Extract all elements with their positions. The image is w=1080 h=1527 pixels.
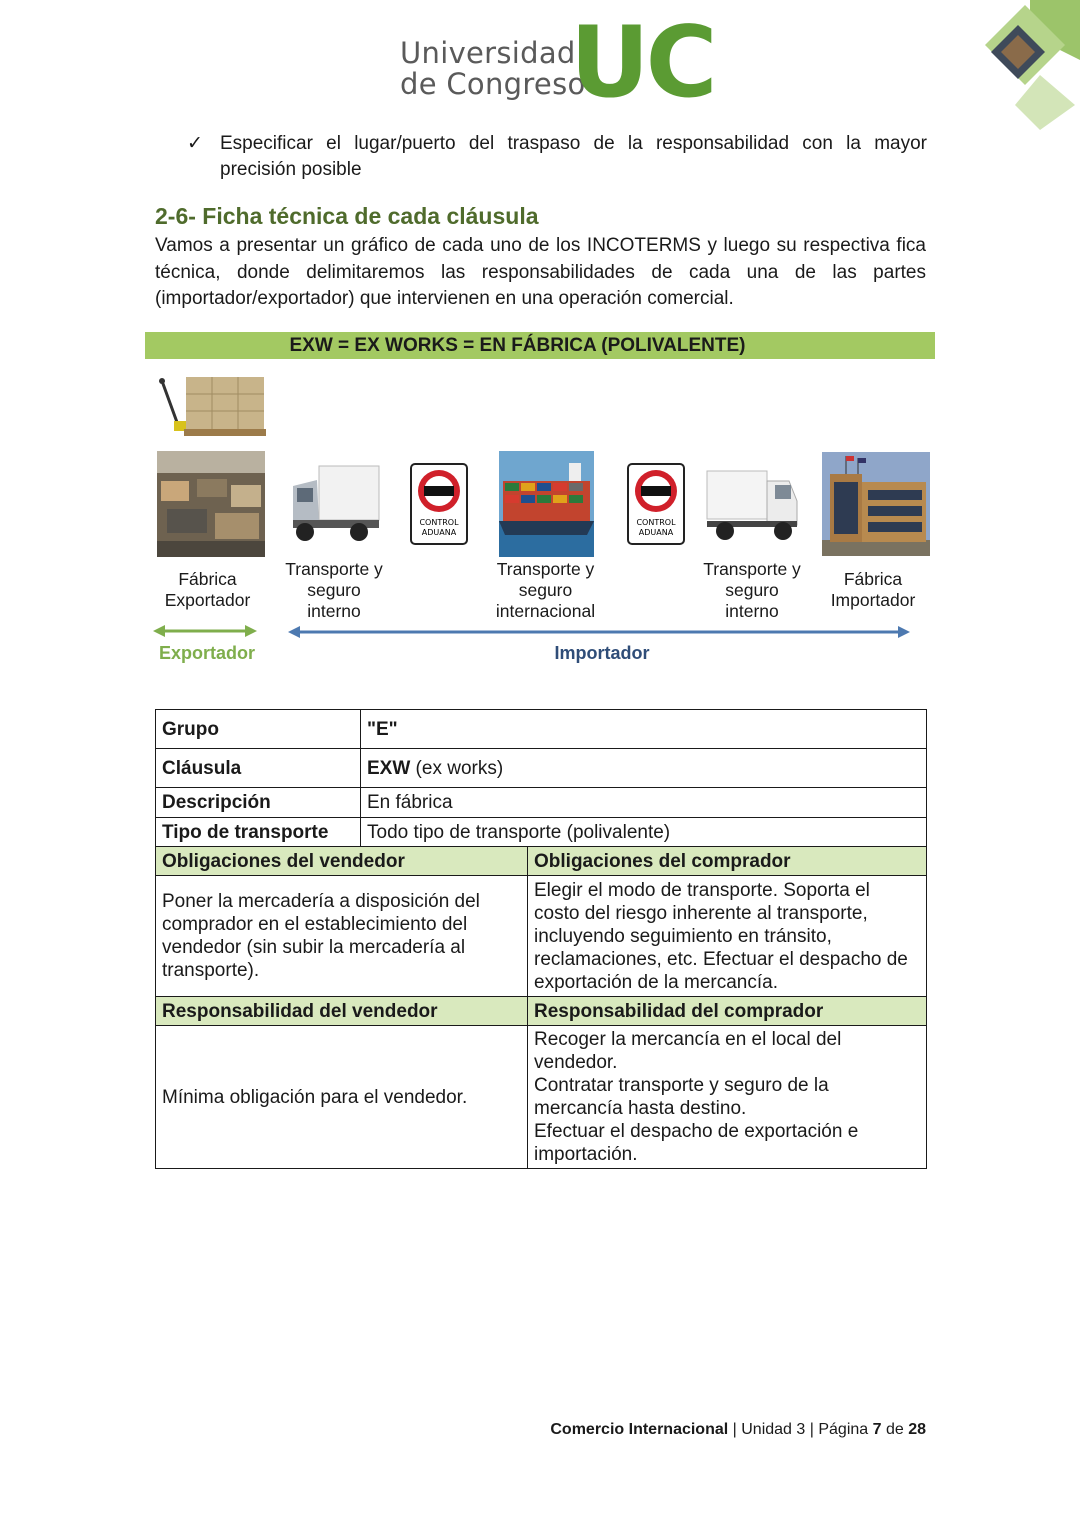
sign-text-line1: CONTROL [636, 518, 676, 527]
section-title: 2-6- Ficha técnica de cada cláusula [155, 203, 539, 229]
section-paragraph: Vamos a presentar un gráfico de cada uno de los INCOTERMS y luego su respectiva fica técnica, donde delimitaremos las responsabilidades de cada una de las partes (importador/exportador) que intervienen en una operación comercial. [155, 235, 926, 309]
responsabilidad-comprador-item: Recoger la mercancía en el local del vendedor. [534, 1029, 842, 1073]
clausula-label: Cláusula [156, 749, 361, 788]
footer-of: de [881, 1421, 909, 1438]
exw-banner [145, 332, 935, 359]
bullet-item [187, 131, 927, 183]
responsabilidad-comprador-header: Responsabilidad del comprador [528, 997, 927, 1026]
exportador-arrow [153, 625, 257, 637]
obligaciones-vendedor-header: Obligaciones del vendedor [156, 847, 528, 876]
obligaciones-vendedor-text: Poner la mercadería a disposición del comprador en el establecimiento del vendedor (sin subir la mercadería al transporte). [156, 876, 528, 997]
label-transporte-interno-1: Transporte y seguro interno [285, 559, 383, 621]
importador-label: Importador [554, 643, 650, 663]
obligaciones-comprador-text: Elegir el modo de transporte. Soporta el costo del riesgo inherente al transporte, incluyendo seguimiento en tránsito, reclamaciones, etc. Efectuar el despacho de exportación de la mercancía. [528, 876, 927, 997]
table-row [156, 818, 927, 847]
logo-line-1: Universidad [400, 36, 576, 70]
responsabilidad-comprador-text [528, 1026, 927, 1169]
clausula-code: EXW [367, 757, 411, 779]
footer-page: 7 [872, 1421, 882, 1438]
corner-decoration-icon [970, 0, 1080, 130]
truck-icon [289, 462, 381, 544]
table-row [156, 749, 927, 788]
ficha-tecnica-table [155, 709, 927, 1169]
customs-control-sign-icon [627, 463, 685, 545]
table-row [156, 847, 927, 876]
responsibility-arrows [150, 622, 915, 642]
responsabilidad-vendedor-text: Mínima obligación para el vendedor. [156, 1026, 528, 1169]
footer-course: Comercio Internacional [550, 1421, 729, 1438]
factory-importer-image [822, 452, 930, 556]
label-transporte-interno-2: Transporte y seguro interno [703, 559, 801, 621]
university-logo-text [400, 38, 586, 100]
grupo-value: "E" [361, 710, 927, 749]
footer-total: 28 [908, 1421, 926, 1438]
factory-exporter-image [157, 451, 265, 557]
descripcion-label: Descripción [156, 788, 361, 818]
sign-text-line2: ADUANA [421, 528, 457, 537]
uc-logo-mark: UC [570, 6, 714, 120]
descripcion-value: En fábrica [361, 788, 927, 818]
label-fabrica-exportador: Fábrica Exportador [164, 569, 251, 610]
table-row [156, 788, 927, 818]
bullet-text: Especificar el lugar/puerto del traspaso de la responsabilidad con la mayor precisión posible [220, 133, 927, 180]
table-row [156, 997, 927, 1026]
responsabilidad-vendedor-header: Responsabilidad del vendedor [156, 997, 528, 1026]
exw-banner-text: EXW = EX WORKS = EN FÁBRICA (POLIVALENTE) [289, 335, 746, 356]
tipo-transporte-label: Tipo de transporte [156, 818, 361, 847]
customs-control-sign-icon [410, 463, 468, 545]
sign-text-line2: ADUANA [638, 528, 674, 537]
label-fabrica-importador: Fábrica Importador [830, 569, 916, 610]
sign-text-line1: CONTROL [419, 518, 459, 527]
importador-arrow [288, 626, 910, 638]
tipo-transporte-value: Todo tipo de transporte (polivalente) [361, 818, 927, 847]
truck-icon [705, 467, 799, 543]
label-transporte-internacional: Transporte y seguro internacional [495, 559, 596, 621]
clausula-value [361, 749, 927, 788]
table-row [156, 1026, 927, 1169]
grupo-label: Grupo [156, 710, 361, 749]
container-ship-image [499, 451, 594, 557]
footer-unit: | Unidad 3 | Página [728, 1421, 873, 1438]
clausula-name: (ex works) [410, 757, 504, 779]
logo-line-2: de Congreso [400, 67, 586, 101]
page-footer [550, 1421, 926, 1439]
table-row [156, 710, 927, 749]
pallet-boxes-icon [156, 375, 266, 440]
exportador-label: Exportador [158, 643, 255, 663]
check-icon: ✓ [187, 133, 203, 154]
obligaciones-comprador-header: Obligaciones del comprador [528, 847, 927, 876]
responsabilidad-comprador-item: Contratar transporte y seguro de la mercancía hasta destino. [534, 1075, 829, 1119]
table-row [156, 876, 927, 997]
responsabilidad-comprador-item: Efectuar el despacho de exportación e importación. [534, 1121, 859, 1165]
